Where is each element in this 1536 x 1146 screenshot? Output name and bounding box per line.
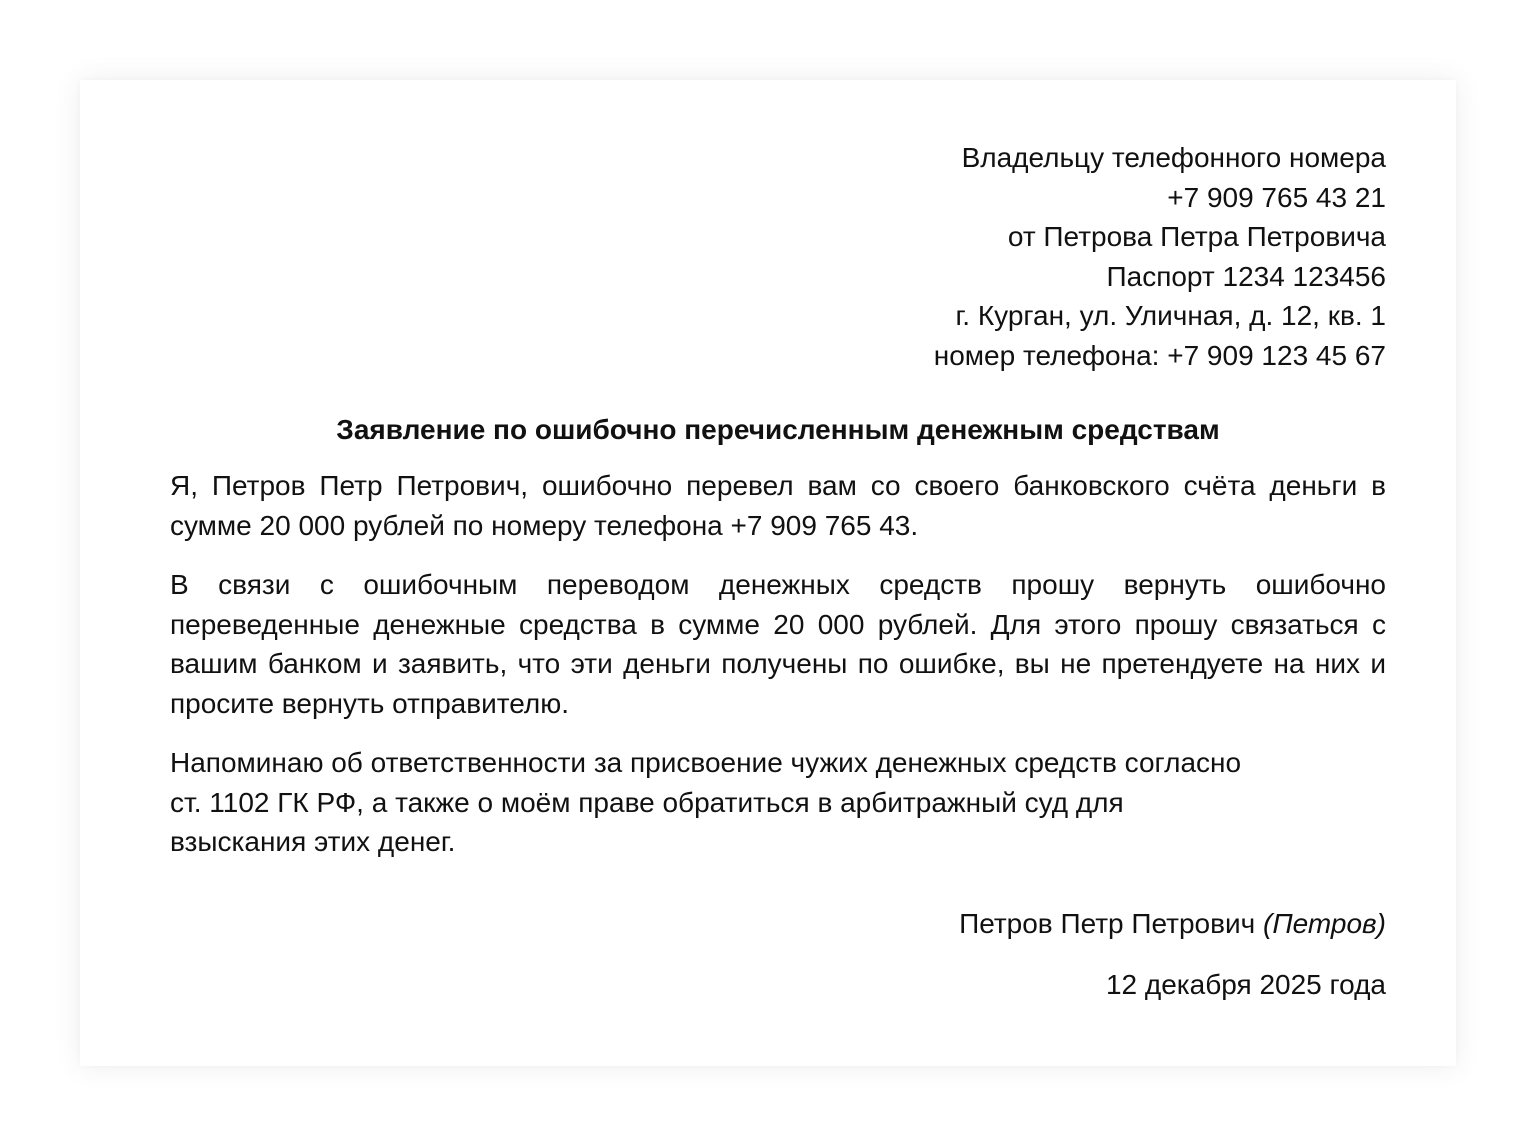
- addressee-recipient: Владельцу телефонного номера: [961, 142, 1386, 173]
- addressee-sender-phone: номер телефона: +7 909 123 45 67: [933, 339, 1386, 371]
- document-page: [80, 80, 1456, 1066]
- handwritten-signature: (Петров): [1263, 907, 1386, 939]
- document-title: Заявление по ошибочно перечисленным денежным средствам: [336, 414, 1220, 445]
- paragraph-liability-reminder: [170, 743, 1386, 862]
- signature-line: [170, 904, 1386, 943]
- document-content: [170, 138, 1386, 1004]
- addressee-block: [170, 138, 1386, 375]
- addressee-sender-address: г. Курган, ул. Уличная, д. 12, кв. 1: [955, 300, 1386, 331]
- document-date: 12 декабря 2025 года: [1105, 968, 1386, 1000]
- paragraph-line: взыскания этих денег.: [170, 826, 456, 857]
- paragraph-line: Напоминаю об ответственности за присвоение чужих денежных средств согласно: [170, 747, 1242, 778]
- paragraph-line: ст. 1102 ГК РФ, а также о моём праве обратиться в арбитражный суд для: [170, 786, 1124, 818]
- addressee-sender-name: от Петрова Петра Петровича: [1007, 221, 1386, 252]
- paragraph-return-request: В связи с ошибочным переводом денежных средств прошу вернуть ошибочно переведенные денежные средства в сумме 20 000 рублей. Для этого прошу связаться с вашим банком и заявить, что эти деньги получены по ошибке, вы не претендуете на них и просите вернуть отправителю.: [170, 569, 1386, 719]
- signatory-name: Петров Петр Петрович: [959, 907, 1256, 939]
- addressee-recipient-phone: +7 909 765 43 21: [1167, 181, 1386, 213]
- paragraph-transfer-statement: Я, Петров Петр Петрович, ошибочно перевел вам со своего банковского счёта деньги в сумме 20 000 рублей по номеру телефона +7 909 765 43.: [170, 470, 1386, 541]
- addressee-sender-passport: Паспорт 1234 123456: [1106, 260, 1386, 292]
